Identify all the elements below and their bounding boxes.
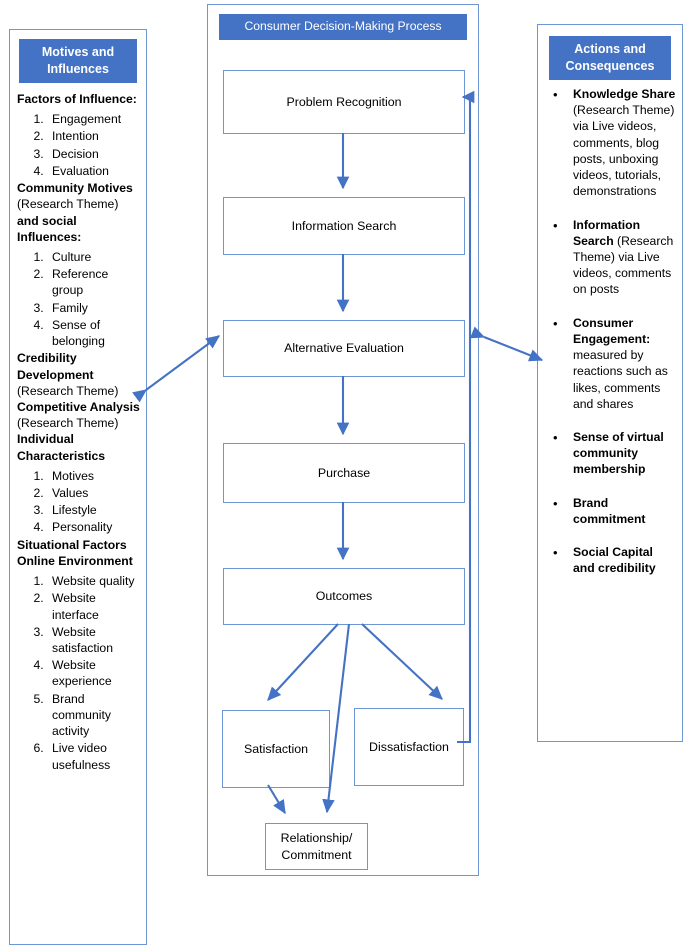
left-section-list	[17, 573, 140, 773]
left-section-heading: Community Motives	[17, 181, 133, 196]
list-item	[564, 544, 676, 576]
node-dissatisfaction: Dissatisfaction	[354, 708, 464, 786]
list-item: 3. Family	[47, 300, 140, 316]
left-section-heading: Individual Characteristics	[17, 432, 106, 463]
list-item: 4. Website experience	[47, 657, 140, 689]
bullet-bold-text: Brand commitment	[573, 495, 646, 526]
consumer-decision-making-process-panel	[207, 4, 479, 876]
list-item: 1. Culture	[47, 249, 140, 265]
left-section-situational-factors	[17, 537, 140, 553]
left-section-individual-characteristics	[17, 431, 140, 535]
left-section-subheading: (Research Theme)	[17, 197, 119, 212]
list-item	[564, 86, 676, 200]
list-item	[564, 315, 676, 412]
right-panel-body	[538, 80, 682, 599]
left-section-factors-of-influence	[17, 91, 140, 179]
left-panel-body	[10, 83, 146, 780]
bullet-bold-text: Knowledge Share	[573, 87, 676, 101]
left-section-list	[17, 249, 140, 349]
left-section-community-motives	[17, 180, 140, 349]
left-section-heading: Credibility Development	[17, 351, 94, 382]
bullet-rest-text: (Research Theme) via Live videos, comments on posts	[573, 233, 674, 297]
list-item: 2. Values	[47, 485, 140, 501]
node-satisfaction: Satisfaction	[222, 710, 330, 788]
left-section-list	[17, 111, 140, 179]
list-item: 3. Lifestyle	[47, 502, 140, 518]
list-item	[564, 217, 676, 298]
left-section-heading: Situational Factors	[17, 537, 127, 552]
node-information-search: Information Search	[223, 197, 465, 255]
left-section-subheading: (Research Theme)	[17, 383, 119, 398]
list-item: 2. Intention	[47, 128, 140, 144]
motives-and-influences-panel	[9, 29, 147, 945]
center-panel-header: Consumer Decision-Making Process	[219, 14, 467, 40]
left-section-list	[17, 468, 140, 536]
list-item: 1. Engagement	[47, 111, 140, 127]
left-section-heading: Competitive Analysis	[17, 399, 140, 414]
list-item: 3. Decision	[47, 146, 140, 162]
bullet-bold-text: Sense of virtual community membership	[573, 429, 664, 477]
list-item: 2. Website interface	[47, 590, 140, 622]
connector-center-to-right-panel	[484, 337, 542, 360]
list-item	[564, 495, 676, 527]
left-section-competitive-analysis	[17, 399, 140, 431]
bullet-bold-text: Social Capital and credibility	[573, 545, 656, 576]
list-item: 4. Personality	[47, 519, 140, 535]
bullet-bold-text: Information Search	[573, 217, 641, 248]
bullet-rest-text: (Research Theme) via Live videos, comments, blog posts, unboxing videos, tutorials, demonstrations	[573, 103, 675, 199]
left-section-heading: Factors of Influence:	[17, 92, 137, 106]
list-item: 1. Motives	[47, 468, 140, 484]
node-outcomes: Outcomes	[223, 568, 465, 625]
node-problem-recognition: Problem Recognition	[223, 70, 465, 134]
right-panel-bullet-list	[542, 86, 676, 576]
left-section-heading-continued: and social Influences:	[17, 213, 82, 244]
left-panel-header: Motives and Influences	[19, 39, 137, 83]
list-item: 1. Website quality	[47, 573, 140, 589]
left-section-subheading: (Research Theme)	[17, 416, 119, 431]
left-section-heading: Online Environment	[17, 553, 133, 568]
list-item: 4. Sense of belonging	[47, 317, 140, 349]
list-item: 6. Live video usefulness	[47, 740, 140, 772]
bullet-rest-text: measured by reactions such as likes, comments and shares	[573, 348, 668, 411]
bullet-bold-text: Consumer Engagement:	[573, 315, 651, 346]
left-section-online-environment	[17, 553, 140, 773]
list-item: 2. Reference group	[47, 266, 140, 298]
node-purchase: Purchase	[223, 443, 465, 503]
list-item: 5. Brand community activity	[47, 691, 140, 740]
node-alternative-evaluation: Alternative Evaluation	[223, 320, 465, 377]
list-item: 3. Website satisfaction	[47, 624, 140, 656]
list-item	[564, 429, 676, 478]
list-item: 4. Evaluation	[47, 163, 140, 179]
left-section-credibility-development	[17, 350, 140, 399]
right-panel-header: Actions and Consequences	[549, 36, 671, 80]
node-relationship-commitment: Relationship/ Commitment	[265, 823, 368, 870]
actions-and-consequences-panel	[537, 24, 683, 742]
